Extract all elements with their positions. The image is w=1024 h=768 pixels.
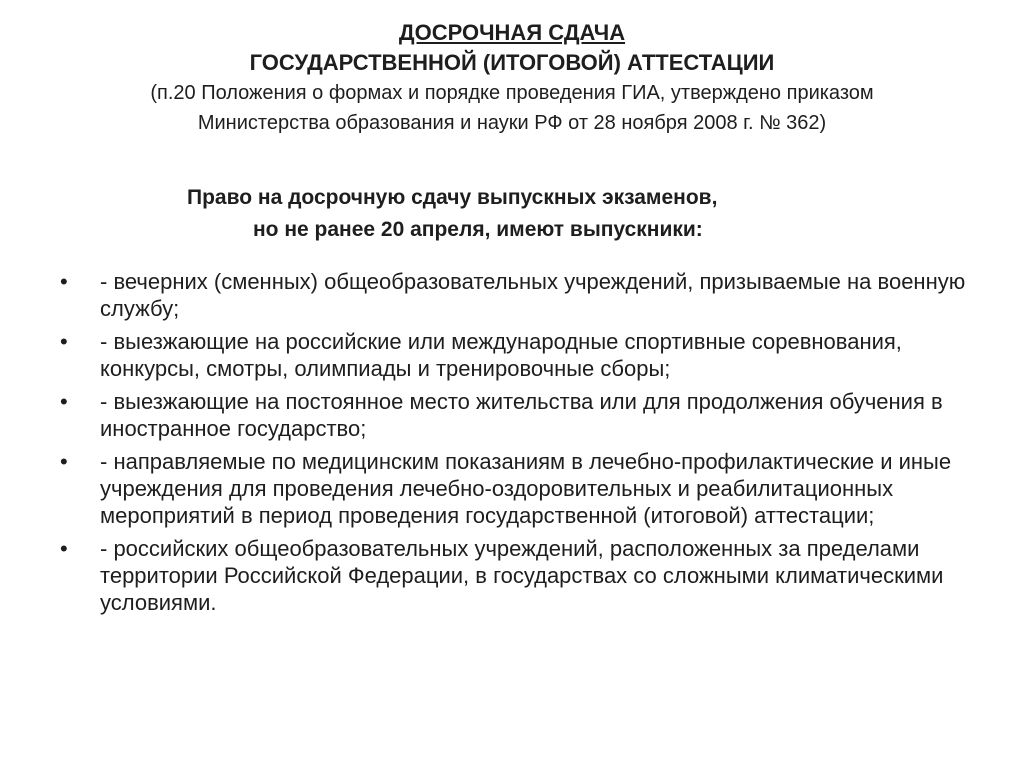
bullet-icon: • — [60, 389, 68, 414]
subheading-line2: но не ранее 20 апреля, имеют выпускники: — [253, 218, 703, 241]
list-item — [60, 268, 970, 322]
list-item — [60, 535, 970, 616]
bullet-icon: • — [60, 449, 68, 474]
list-item-text: - направляемые по медицинским показаниям в лечебно-профилактические и иные учреждения для проведения лечебно-оздоровительных и реабилитационных мероприятий в период проведения государственной (итоговой) аттестации; — [100, 449, 952, 528]
list-item — [60, 448, 970, 529]
subheading-line1: Право на досрочную сдачу выпускных экзаменов, — [187, 186, 718, 209]
list-item-text: - вечерних (сменных) общеобразовательных учреждений, призываемые на военную службу; — [100, 269, 966, 321]
list-item-text: - российских общеобразовательных учреждений, расположенных за пределами территории Российской Федерации, в государствах со сложными климатическими условиями. — [100, 536, 944, 615]
subheading — [0, 182, 1024, 246]
list-item-text: - выезжающие на постоянное место жительства или для продолжения обучения в иностранное государство; — [100, 389, 943, 441]
bullet-icon: • — [60, 269, 68, 294]
list-item — [60, 388, 970, 442]
citation-line1: (п.20 Положения о формах и порядке проведения ГИА, утверждено приказом — [150, 82, 874, 104]
page-title-line2: ГОСУДАРСТВЕННОЙ (ИТОГОВОЙ) АТТЕСТАЦИИ — [249, 50, 775, 75]
citation-line2: Министерства образования и науки РФ от 28 ноября 2008 г. № 362) — [197, 112, 827, 134]
bullet-list — [60, 268, 970, 622]
page-title: ДОСРОЧНАЯ СДАЧА — [398, 20, 626, 45]
bullet-icon: • — [60, 329, 68, 354]
title-block — [0, 18, 1024, 138]
list-item — [60, 328, 970, 382]
bullet-icon: • — [60, 536, 68, 561]
list-item-text: - выезжающие на российские или международные спортивные соревнования, конкурсы, смотры, олимпиады и тренировочные сборы; — [100, 329, 902, 381]
